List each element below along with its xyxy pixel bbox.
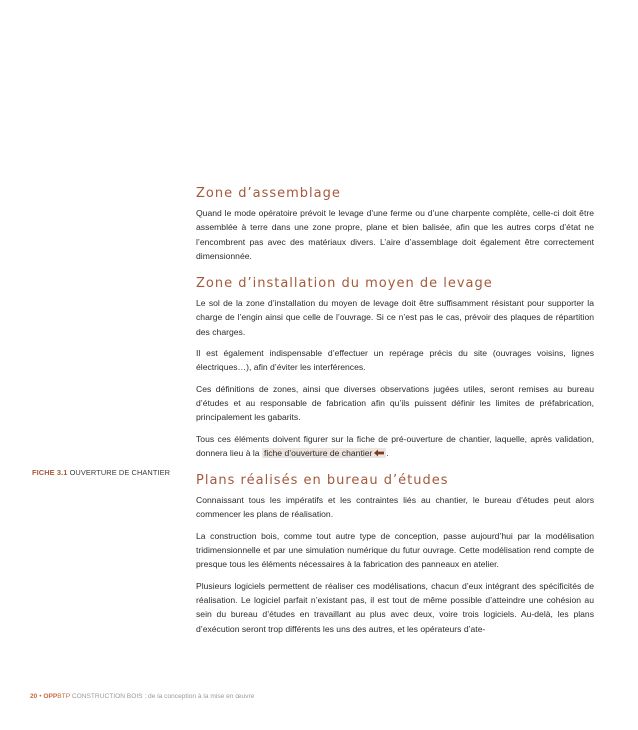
section-zone-installation [196, 275, 594, 460]
fiche-title: OUVERTURE DE CHANTIER [69, 468, 171, 477]
fiche-number: FICHE 3.1 [32, 468, 68, 477]
section-heading: Zone d’installation du moyen de levage [196, 276, 493, 292]
link-paragraph-before: Tous ces éléments doivent figurer sur la fiche de pré-ouverture de chantier, laquelle, après validation, donnera lieu à la [196, 433, 594, 458]
paragraph: La construction bois, comme tout autre type de conception, passe aujourd’hui par la modélisation tridimensionnelle et par une simulation numérique du futur ouvrage. Cette modélisation rend compte de presque tous les éléments nécessaires à la fabrication des panneaux en atelier. [196, 530, 594, 570]
fiche-link[interactable] [262, 447, 389, 458]
fiche-link-label: fiche d’ouverture de chantier [263, 447, 373, 458]
paragraph: Quand le mode opératoire prévoit le levage d’une ferme ou d’une charpente complète, celle-ci doit être assemblée à terre dans une zone propre, plane et bien balisée, afin que les autres corps d’état ne l’encombrent pas avec des matériaux divers. L’aire d’assemblage doit également être correctement dimensionnée. [196, 208, 594, 261]
main-column [196, 185, 594, 648]
brand-opp: OPP [43, 693, 58, 700]
paragraph: Plusieurs logiciels permettent de réaliser ces modélisations, chacun d’eux intégrant des spécificités de réalisation. Le logiciel parfait n’existant pas, il est tout de même possible d’atteindre une cohésion au sein du bureau d’études en travaillant au plus avec deux, voire trois logiciels. Au-delà, les plans d’exécution seront trop différents les uns des autres, et les opérateurs d’ate- [196, 580, 594, 634]
paragraph: Le sol de la zone d’installation du moyen de levage doit être suffisamment résistant pour supporter la charge de l’engin ainsi que celle de l’ouvrage. Si ce n’est pas le cas, prévoir des plaques de répartition des charges. [196, 298, 594, 337]
link-paragraph-after: . [386, 447, 389, 458]
paragraph-with-link [196, 432, 594, 461]
brand-logo [43, 693, 70, 700]
paragraph: Il est également indispensable d’effectuer un repérage précis du site (ouvrages voisins, lignes électriques…), afin d’éviter les interférences. [196, 348, 594, 373]
footer-caption: CONSTRUCTION BOIS : de la conception à la mise en œuvre [71, 693, 255, 700]
brand-btp: BTP [57, 693, 70, 700]
paragraph: Connaissant tous les impératifs et les contraintes liés au chantier, le bureau d’études peut alors commencer les plans de réalisation. [196, 495, 594, 520]
section-heading: Plans réalisés en bureau d’études [196, 473, 449, 489]
section-plans-bureau-etudes [196, 472, 594, 636]
page-number: 20 [30, 693, 38, 700]
section-heading: Zone d’assemblage [196, 186, 341, 201]
page-footer [30, 693, 254, 700]
footer-separator: • [39, 693, 42, 700]
paragraph: Ces définitions de zones, ainsi que diverses observations jugées utiles, seront remises au bureau d’études et au responsable de fabrication afin qu’ils puissent définir les limites de préfabrication, principalement les gabarits. [196, 383, 594, 423]
sidebar-fiche-reference [32, 468, 182, 477]
section-zone-assemblage [196, 185, 594, 263]
arrow-back-icon [374, 449, 384, 457]
